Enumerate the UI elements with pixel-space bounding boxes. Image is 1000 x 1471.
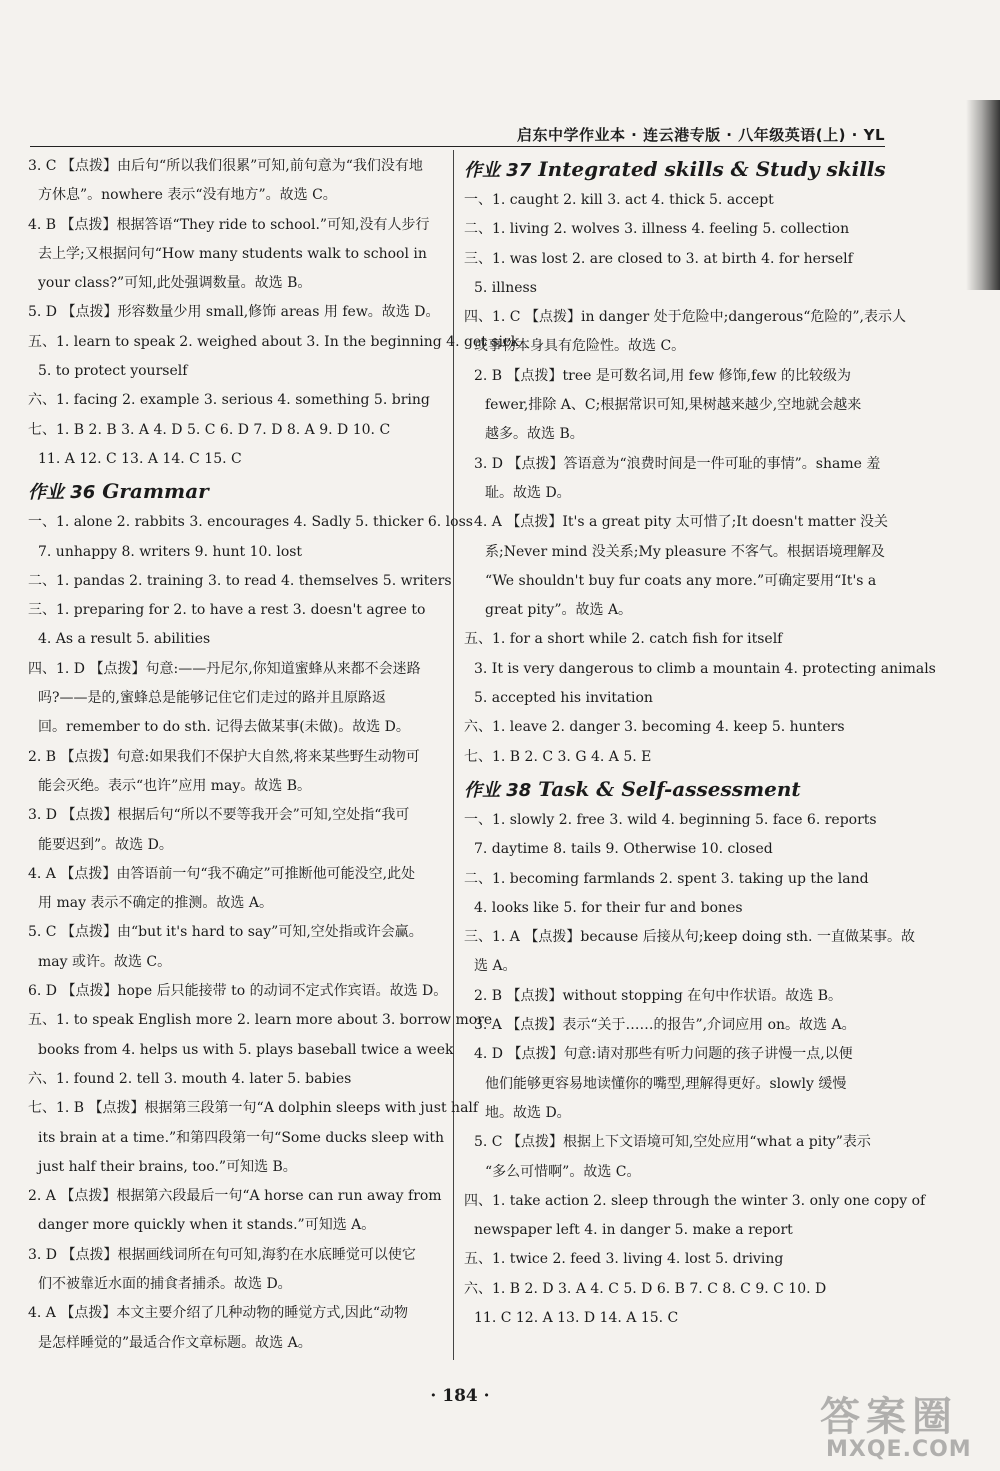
- page-header: 启东中学作业本 · 连云港专版 · 八年级英语(上) · YL: [516, 126, 885, 144]
- scan-edge-shadow: [966, 100, 1000, 290]
- watermark-logo: 答案圈: [820, 1394, 958, 1440]
- answer-line: 一、1. alone 2. rabbits 3. encourages 4. Sadly 5. thicker 6. loss: [28, 514, 473, 531]
- answer-line: 六、1. found 2. tell 3. mouth 4. later 5. babies: [28, 1070, 352, 1087]
- answer-line: 六、1. B 2. D 3. A 4. C 5. D 6. B 7. C 8. C 9. C 10. D: [464, 1280, 827, 1297]
- page-number: · 184 ·: [430, 1386, 490, 1406]
- answer-line: 7. unhappy 8. writers 9. hunt 10. lost: [38, 543, 303, 560]
- answer-line: 二、1. becoming farmlands 2. spent 3. taking up the land: [464, 870, 869, 887]
- answer-line: 七、1. B 2. B 3. A 4. D 5. C 6. D 7. D 8. A 9. D 10. C: [28, 421, 391, 438]
- answer-line: 六、1. leave 2. danger 3. becoming 4. keep 5. hunters: [464, 719, 845, 736]
- answer-line: 三、1. A 【点拨】because 后接从句;keep doing sth. 一直做某事。故: [464, 929, 915, 946]
- answer-line: 2. A 【点拨】根据第六段最后一句“A horse can run away from: [28, 1188, 442, 1205]
- column-divider: [453, 150, 454, 1360]
- section-title: Grammar: [102, 479, 209, 504]
- answer-line: 11. A 12. C 13. A 14. C 15. C: [38, 450, 242, 467]
- answer-line: may 或许。故选 C。: [38, 953, 172, 970]
- answer-line: 四、1. C 【点拨】in danger 处于危险中;dangerous“危险的”,表示人: [464, 309, 907, 326]
- answer-line: 二、1. pandas 2. training 3. to read 4. themselves 5. writers: [28, 572, 452, 589]
- section-number: 作业 38: [464, 779, 532, 801]
- answer-line: 3. A 【点拨】表示“关于……的报告”,介词应用 on。故选 A。: [474, 1017, 856, 1034]
- answer-line: “多么可惜啊”。故选 C。: [485, 1163, 641, 1180]
- answer-line: 六、1. facing 2. example 3. serious 4. something 5. bring: [28, 392, 430, 409]
- answer-line: 5. to protect yourself: [38, 363, 188, 380]
- answer-line: 3. C 【点拨】由后句“所以我们很累”可知,前句意为“我们没有地: [28, 158, 423, 174]
- watermark: [820, 1385, 996, 1469]
- answer-line: 越多。故选 B。: [485, 426, 584, 443]
- answer-line: 一、1. caught 2. kill 3. act 4. thick 5. accept: [464, 192, 774, 208]
- answer-line: 5. accepted his invitation: [474, 690, 653, 707]
- watermark-site: MXQE.COM: [826, 1437, 972, 1462]
- answer-line: 选 A。: [474, 958, 517, 975]
- answer-line: 3. D 【点拨】根据画线词所在句可知,海豹在水底睡觉可以使它: [28, 1246, 416, 1263]
- section-title: Task & Self-assessment: [538, 776, 801, 801]
- answer-line: danger more quickly when it stands.”可知选 A。: [38, 1217, 376, 1234]
- answer-line: 地。故选 D。: [485, 1104, 571, 1121]
- answer-line: 吗?——是的,蜜蜂总是能够记住它们走过的路并且原路返: [38, 690, 386, 707]
- answer-line: books from 4. helps us with 5. plays baseball twice a week: [38, 1041, 454, 1058]
- answer-line: great pity”。故选 A。: [485, 602, 633, 619]
- answer-line: 们不被靠近水面的捕食者捕杀。故选 D。: [38, 1275, 292, 1292]
- section-heading: [464, 772, 888, 806]
- answer-line: 2. B 【点拨】without stopping 在句中作状语。故选 B。: [474, 987, 842, 1004]
- answer-line: 5. illness: [474, 279, 537, 296]
- answer-line: 回。remember to do sth. 记得去做某事(未做)。故选 D。: [38, 719, 410, 736]
- answer-line: 五、1. learn to speak 2. weighed about 3. In the beginning 4. get sick: [28, 333, 520, 350]
- answer-line: just half their brains, too.”可知选 B。: [38, 1158, 297, 1175]
- answer-line: 7. daytime 8. tails 9. Otherwise 10. closed: [474, 841, 773, 858]
- answer-line: 三、1. preparing for 2. to have a rest 3. doesn't agree to: [28, 602, 426, 619]
- answer-line: 去上学;又根据问句“How many students walk to school in: [38, 245, 427, 262]
- answer-line: 七、1. B 【点拨】根据第三段第一句“A dolphin sleeps with just half: [28, 1100, 479, 1117]
- answer-line: 七、1. B 2. C 3. G 4. A 5. E: [464, 748, 652, 765]
- answer-line: 五、1. to speak English more 2. learn more about 3. borrow more: [28, 1012, 493, 1029]
- answer-line: its brain at a time.”和第四段第一句“Some ducks sleep with: [38, 1129, 445, 1146]
- answer-line: 6. D 【点拨】hope 后只能接带 to 的动词不定式作宾语。故选 D。: [28, 983, 448, 1000]
- answer-line: 他们能够更容易地读懂你的嘴型,理解得更好。slowly 缓慢: [485, 1075, 847, 1092]
- answer-line: 5. C 【点拨】由“but it's hard to say”可知,空处指或许会赢。: [28, 924, 423, 941]
- answer-line: 3. It is very dangerous to climb a mountain 4. protecting animals: [474, 660, 936, 677]
- section-title: Integrated skills & Study skills: [538, 157, 886, 181]
- answer-line: your class?”可知,此处强调数量。故选 B。: [38, 275, 312, 292]
- answer-line: 3. D 【点拨】根据后句“所以不要等我开会”可知,空处指“我可: [28, 807, 410, 824]
- answer-line: 二、1. living 2. wolves 3. illness 4. feeling 5. collection: [464, 221, 850, 238]
- section-number: 作业 36: [28, 482, 96, 504]
- answer-line: 能要迟到”。故选 D。: [38, 836, 173, 853]
- right-column: [464, 152, 936, 1333]
- answer-line: 四、1. D 【点拨】句意:——丹尼尔,你知道蜜蜂从来都不会迷路: [28, 660, 421, 677]
- answer-line: 5. C 【点拨】根据上下文语境可知,空处应用“what a pity”表示: [474, 1134, 871, 1151]
- answer-line: 3. D 【点拨】答语意为“浪费时间是一件可耻的事情”。shame 羞: [474, 455, 881, 472]
- section-heading: [464, 152, 888, 186]
- answer-line: 系;Never mind 没关系;My pleasure 不客气。根据语境理解及: [485, 543, 885, 560]
- answer-line: newspaper left 4. in danger 5. make a report: [474, 1222, 793, 1239]
- answer-line: 2. B 【点拨】句意:如果我们不保护大自然,将来某些野生动物可: [28, 748, 420, 765]
- answer-line: 三、1. was lost 2. are closed to 3. at birth 4. for herself: [464, 250, 853, 267]
- answer-line: 五、1. for a short while 2. catch fish for itself: [464, 631, 783, 648]
- answer-line: 5. D 【点拨】形容数量少用 small,修饰 areas 用 few。故选 D。: [28, 304, 440, 321]
- answer-line: 耻。故选 D。: [485, 484, 571, 501]
- answer-line: 方休息”。nowhere 表示“没有地方”。故选 C。: [38, 187, 337, 204]
- answer-line: 4. A 【点拨】由答语前一句“我不确定”可推断他可能没空,此处: [28, 865, 416, 882]
- answer-line: 能会灭绝。表示“也许”应用 may。故选 B。: [38, 777, 312, 794]
- answer-line: 2. B 【点拨】tree 是可数名词,用 few 修饰,few 的比较级为: [474, 367, 852, 384]
- answer-line: 五、1. twice 2. feed 3. living 4. lost 5. driving: [464, 1251, 784, 1268]
- answer-line: 4. B 【点拨】根据答语“They ride to school.”可知,没有人步行: [28, 216, 430, 233]
- answer-line: 或事物本身具有危险性。故选 C。: [474, 338, 686, 355]
- section-number: 作业 37: [464, 160, 532, 181]
- answer-line: 11. C 12. A 13. D 14. A 15. C: [474, 1309, 679, 1326]
- answer-line: fewer,排除 A、C;根据常识可知,果树越来越少,空地就会越来: [485, 397, 862, 414]
- answer-line: 是怎样睡觉的”最适合作文章标题。故选 A。: [38, 1334, 312, 1351]
- answer-line: 四、1. take action 2. sleep through the winter 3. only one copy of: [464, 1192, 926, 1209]
- section-heading: [28, 474, 442, 508]
- answer-line: 4. As a result 5. abilities: [38, 631, 211, 648]
- answer-line: 用 may 表示不确定的推测。故选 A。: [38, 895, 273, 912]
- answer-line: 4. A 【点拨】It's a great pity 太可惜了;It doesn't matter 没关: [474, 514, 889, 531]
- answer-line: “We shouldn't buy fur coats any more.”可确定要用“It's a: [485, 572, 877, 589]
- answer-line: 4. looks like 5. for their fur and bones: [474, 899, 743, 916]
- answer-line: 4. D 【点拨】句意:请对那些有听力问题的孩子讲慢一点,以便: [474, 1046, 853, 1063]
- answer-line: 4. A 【点拨】本文主要介绍了几种动物的睡觉方式,因此“动物: [28, 1305, 408, 1322]
- answer-line: 一、1. slowly 2. free 3. wild 4. beginning 5. face 6. reports: [464, 811, 877, 828]
- header-rule: [30, 146, 885, 147]
